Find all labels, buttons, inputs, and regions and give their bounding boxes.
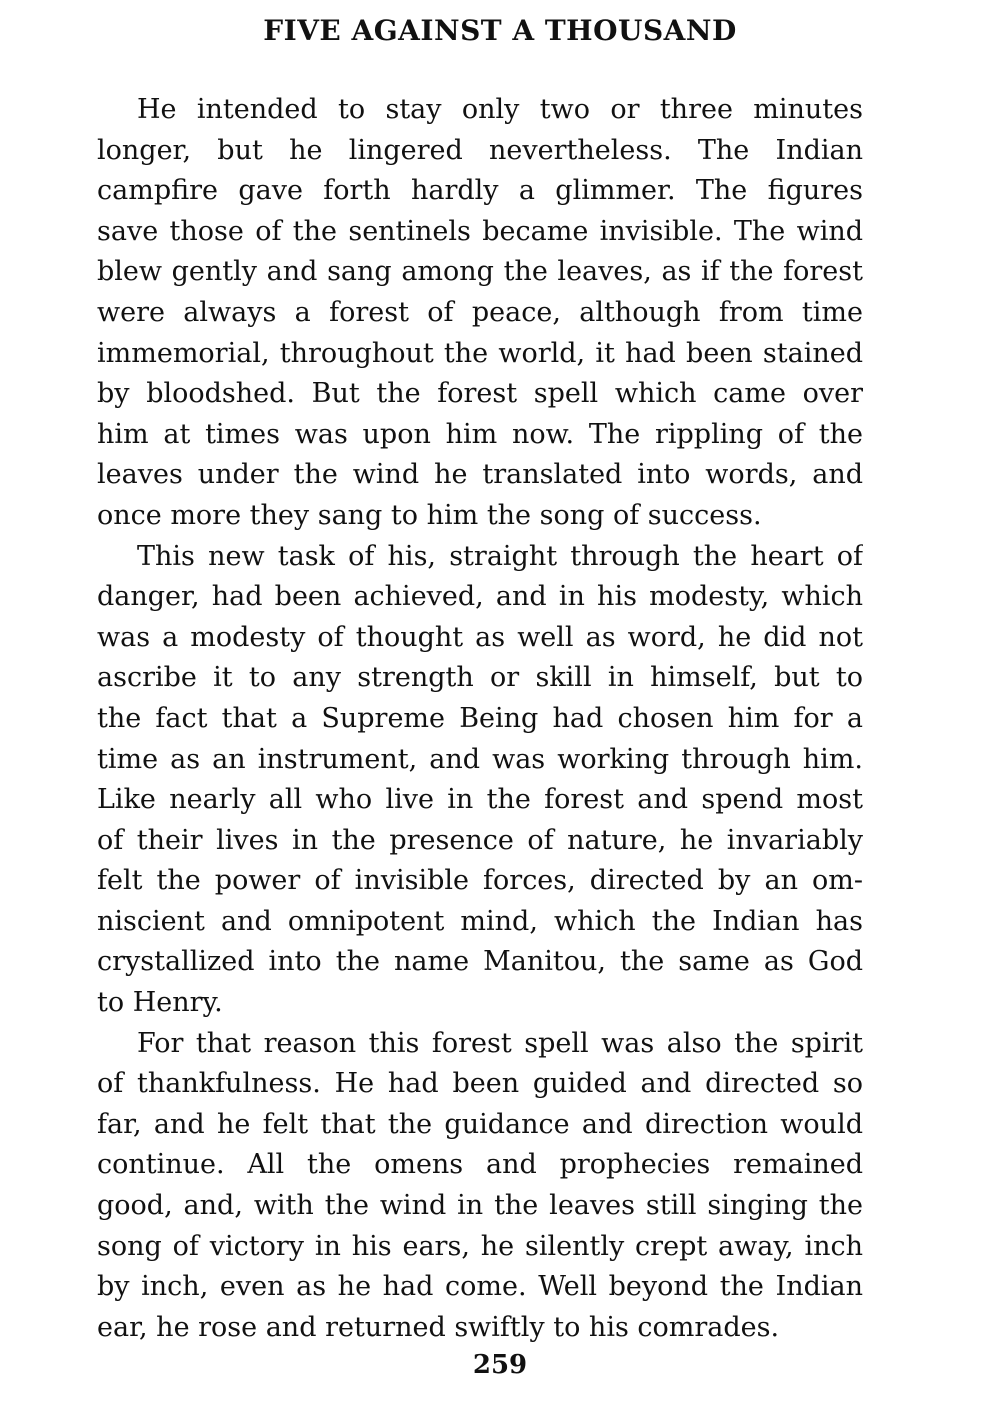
text-line: to Henry.: [97, 987, 223, 1019]
text-line: immemorial, throughout the world, it had been stained: [97, 337, 863, 369]
body-text: [97, 90, 863, 1348]
paragraph-2: [97, 537, 863, 1024]
text-line: was a modesty of thought as well as word, he did not: [97, 621, 863, 653]
text-line: blew gently and sang among the leaves, as if the forest: [97, 256, 863, 288]
text-line: longer, but he lingered nevertheless. The Indian: [97, 134, 863, 166]
text-line: ascribe it to any strength or skill in himself, but to: [97, 662, 863, 694]
text-line: the fact that a Supreme Being had chosen him for a: [97, 702, 863, 734]
text-line: continue. All the omens and prophecies remained: [97, 1149, 863, 1181]
text-line: him at times was upon him now. The rippling of the: [97, 418, 863, 450]
text-line: This new task of his, straight through the heart of: [137, 540, 863, 572]
text-line: danger, had been achieved, and in his modesty, which: [97, 581, 863, 613]
text-line: time as an instrument, and was working through him.: [97, 743, 863, 775]
text-line: of their lives in the presence of nature, he invariably: [97, 824, 863, 856]
text-line: For that reason this forest spell was also the spirit: [137, 1027, 863, 1059]
text-line: by inch, even as he had come. Well beyond the Indian: [97, 1271, 863, 1303]
text-line: He intended to stay only two or three minutes: [137, 94, 863, 125]
text-line: campfire gave forth hardly a glimmer. The figures: [97, 175, 863, 207]
text-line: Like nearly all who live in the forest and spend most: [97, 784, 863, 816]
paragraph-3: [97, 1024, 863, 1349]
text-line: song of victory in his ears, he silently crept away, inch: [97, 1230, 863, 1262]
text-line: niscient and omnipotent mind, which the Indian has: [97, 905, 863, 937]
text-line: were always a forest of peace, although from time: [97, 296, 863, 328]
page-number: 259: [472, 1350, 528, 1380]
text-line: crystallized into the name Manitou, the same as God: [97, 946, 863, 978]
paragraph-1: [97, 90, 863, 537]
text-line: save those of the sentinels became invisible. The wind: [97, 215, 863, 247]
text-line: ear, he rose and returned swiftly to his comrades.: [97, 1311, 780, 1343]
running-head: FIVE AGAINST A THOUSAND: [263, 14, 737, 47]
text-line: far, and he felt that the guidance and direction would: [97, 1108, 863, 1140]
text-line: felt the power of invisible forces, directed by an om-: [97, 865, 863, 897]
text-line: by bloodshed. But the forest spell which came over: [97, 378, 863, 410]
text-line: good, and, with the wind in the leaves still singing the: [97, 1190, 863, 1222]
text-line: once more they sang to him the song of success.: [97, 499, 762, 531]
text-line: leaves under the wind he translated into words, and: [97, 459, 863, 491]
text-line: of thankfulness. He had been guided and directed so: [97, 1068, 863, 1100]
